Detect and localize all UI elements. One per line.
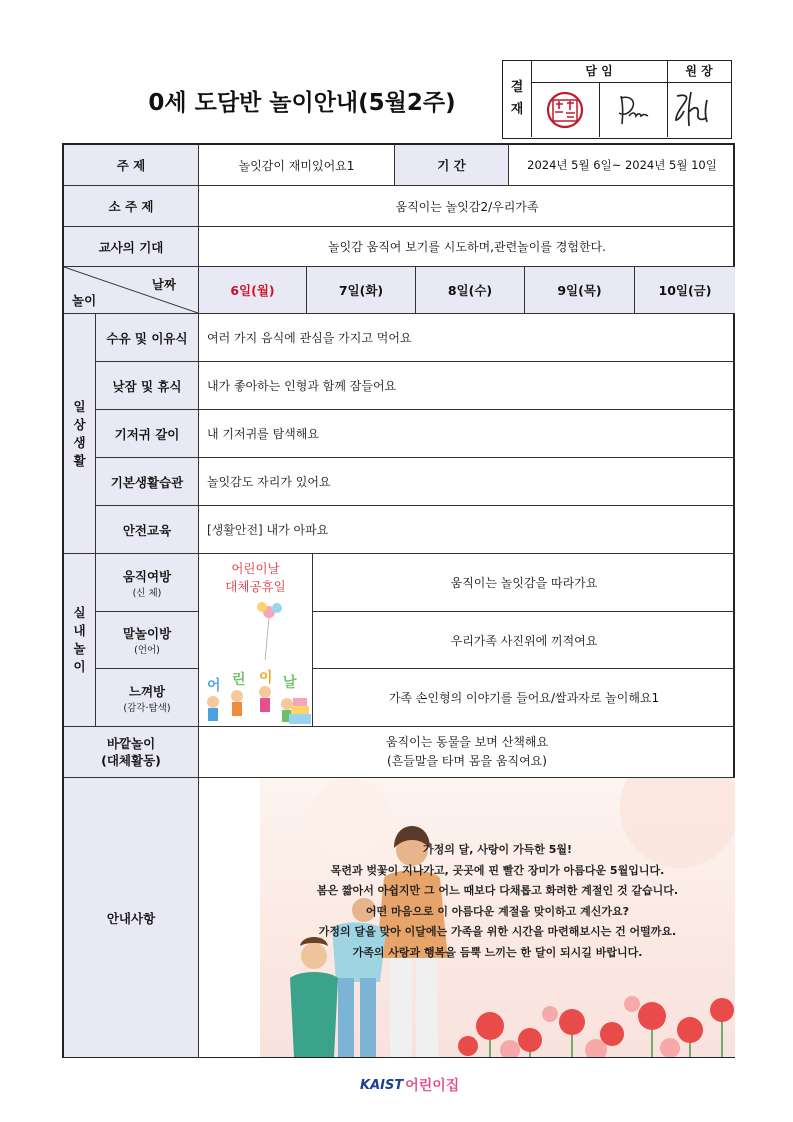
outdoor-label: 바깥놀이 (대체활동) [64,727,199,778]
notice-text: 가정의 달, 사랑이 가득한 5월! 목련과 벚꽃이 지나가고, 곳곳에 핀 빨간 장미가 아름다운 5월입니다. 봄은 짧아서 아쉽지만 그 어느 때보다 다채롭고 화려한 계절인 것 같습니다. 어떤 마음으로 이 아름다운 계절을 맞이하고 계신가요? 가정의 달을 맞아 이달에는 가족을 위한 시간을 마련해보시는 건 어떨까요. 가족의 사랑과 행복을 듬뿍 느끼는 한 달이 되시길 바랍니다. [316,843,679,959]
habit-value: 놀잇감도 자리가 있어요 [199,458,735,506]
day-tue: 7일(화) [307,267,416,314]
expect-label: 교사의 기대 [64,227,199,267]
language-room-label: 말놀이방 (언어) [96,612,199,669]
homeroom-signature [599,82,668,137]
nap-label: 낮잠 및 휴식 [96,362,199,410]
notice-content [260,778,735,1057]
expect-value: 놀잇감 움직여 보기를 시도하며,관련놀이를 경험한다. [199,227,735,267]
theme-label: 주 제 [64,145,199,186]
footer-name: 어린이집 [405,1078,460,1094]
movement-room-value: 움직이는 놀잇감을 따라가요 [313,554,735,612]
outdoor-value: 움직이는 동물을 보며 산책해요 (흔들말을 타며 몸을 움직여요) [199,727,735,778]
sensory-room-value: 가족 손인형의 이야기를 들어요/쌀과자로 놀이해요1 [313,669,735,727]
diaper-value: 내 기저귀를 탐색해요 [199,410,735,458]
holiday-illustration: 어린이날 대체공휴일 어 린 이 날 [199,554,313,727]
movement-room-label: 움직여방 (신 체) [96,554,199,612]
footer-logo [360,1074,459,1096]
safety-label: 안전교육 [96,506,199,554]
indoor-play-group: 실 내 놀 이 [64,554,96,727]
corner-date-label: 날짜 [151,277,176,292]
approval-label: 결 재 [503,61,532,137]
corner-play-label: 놀이 [72,293,97,308]
day-thu: 9일(목) [525,267,635,314]
diaper-label: 기저귀 갈이 [96,410,199,458]
plan-table [62,143,735,1058]
daily-life-group: 일 상 생 활 [64,314,96,554]
homeroom-seal-stamp [531,82,600,137]
homeroom-header: 담 임 [531,61,668,83]
safety-tag: [생활안전] [207,523,263,537]
feeding-label: 수유 및 이유식 [96,314,199,362]
subtheme-label: 소 주 제 [64,186,199,227]
period-label: 기 간 [395,145,509,186]
feeding-value: 여러 가지 음식에 관심을 가지고 먹어요 [199,314,735,362]
director-signature [667,82,731,137]
theme-value: 놀잇감이 재미있어요1 [199,145,395,186]
holiday-text: 어린이날 대체공휴일 [225,561,286,594]
day-mon: 6일(월) [199,267,307,314]
period-value: 2024년 5월 6일~ 2024년 5월 10일 [509,145,735,186]
notice-label: 안내사항 [64,778,199,1057]
nap-value: 내가 좋아하는 인형과 함께 잠들어요 [199,362,735,410]
approval-box [502,60,732,139]
day-fri: 10일(금) [635,267,735,314]
language-room-value: 우리가족 사진위에 끼적여요 [313,612,735,669]
sensory-room-label: 느껴방 (감각·탐색) [96,669,199,727]
day-wed: 8일(수) [416,267,525,314]
subtheme-value: 움직이는 놀잇감2/우리가족 [199,186,735,227]
children-day-drawing [199,598,312,726]
director-header: 원 장 [667,61,731,83]
date-play-corner [64,267,199,314]
page-title: 0세 도담반 놀이안내(5월2주) [148,90,456,116]
footer-brand: KAIST [360,1077,404,1093]
habit-label: 기본생활습관 [96,458,199,506]
safety-value: [생활안전] 내가 아파요 [199,506,735,554]
